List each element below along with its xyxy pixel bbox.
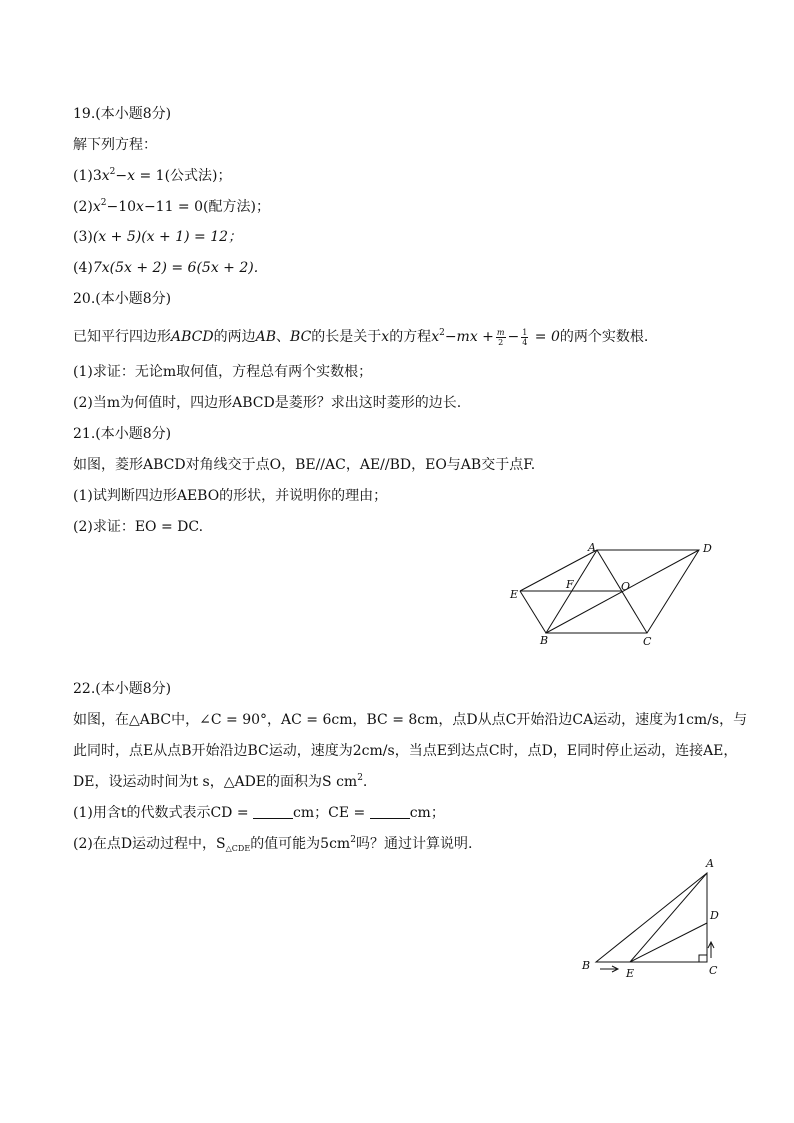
label-e: E [510,588,519,601]
q22-part1: (1)用含t的代数式表示CD = cm；CE = cm； [73,805,445,821]
label-c: C [709,964,718,977]
right-angle-mark [699,955,707,962]
q22-line3: DE，设运动时间为t s，△ADE的面积为S $cm^2$. [73,773,368,790]
label-o: O [621,580,631,593]
segment-ae [630,873,707,962]
q20-part2: (2)当m为何值时，四边形ABCD是菱形？求出这时菱形的边长. [73,395,462,411]
q22-line1: 如图，在△ABC中，∠C = 90°，AC = 6cm，BC = 8cm，点D从点C开始沿边CA运动，速度为1cm/s，与 [73,712,748,728]
q19-part3: (3)(x + 5)(x + 1) = 12； [73,229,243,245]
q20-part1: (1)求证：无论m取何值，方程总有两个实数根； [73,364,373,380]
q19-header: 19.(本小题8分) [73,106,172,122]
label-b: B [540,634,549,647]
q21-stem: 如图，菱形ABCD对角线交于点O，BE//AC，AE//BD，EO与AB交于点F. [73,457,536,473]
fraction-m-over-2: $\frac{m}{2}$ [496,327,505,347]
q22-header: 22.(本小题8分) [73,681,172,697]
triangle-abc [596,873,707,962]
q19-part2: $(2)x^2-10x-11 = 0$(配方法)； [73,198,270,215]
label-e: E [626,967,635,980]
fraction-1-over-4: $\frac{1}{4}$ [522,327,528,347]
label-a: A [706,857,714,870]
label-a: A [588,541,596,554]
q20-header: 20.(本小题8分) [73,291,172,307]
q20-stem: 已知平行四边形ABCD的两边AB、BC的长是关于x的方程$x^2-mx$ + $\frac{m}{2}$ − $\frac{1}{4}$ = 0的两个实数根. [73,327,649,347]
q22-part2: (2)在点D运动过程中，$S_{\triangle CDE}$的值可能为$5cm^2$吗？通过计算说明. [73,835,473,853]
label-f: F [566,578,574,591]
q21-part1: (1)试判断四边形AEBO的形状，并说明你的理由； [73,488,388,504]
q19-intro: 解下列方程： [73,137,157,153]
label-b: B [582,959,591,972]
q19-part1: $(1)3x^2-x = 1$(公式法)； [73,167,232,184]
label-c: C [643,635,652,648]
segment-de [630,923,707,962]
q22-line2: 此同时，点E从点B开始沿边BC运动，速度为2cm/s，当点E到达点C时，点D，E同时停止运动，连接AE， [73,743,738,759]
q21-header: 21.(本小题8分) [73,426,172,442]
q19-part4: (4)7x(5x + 2) = 6(5x + 2). [73,260,259,276]
q21-part2: (2)求证：EO = DC. [73,519,204,535]
label-d: D [710,909,719,922]
label-d: D [703,542,712,555]
